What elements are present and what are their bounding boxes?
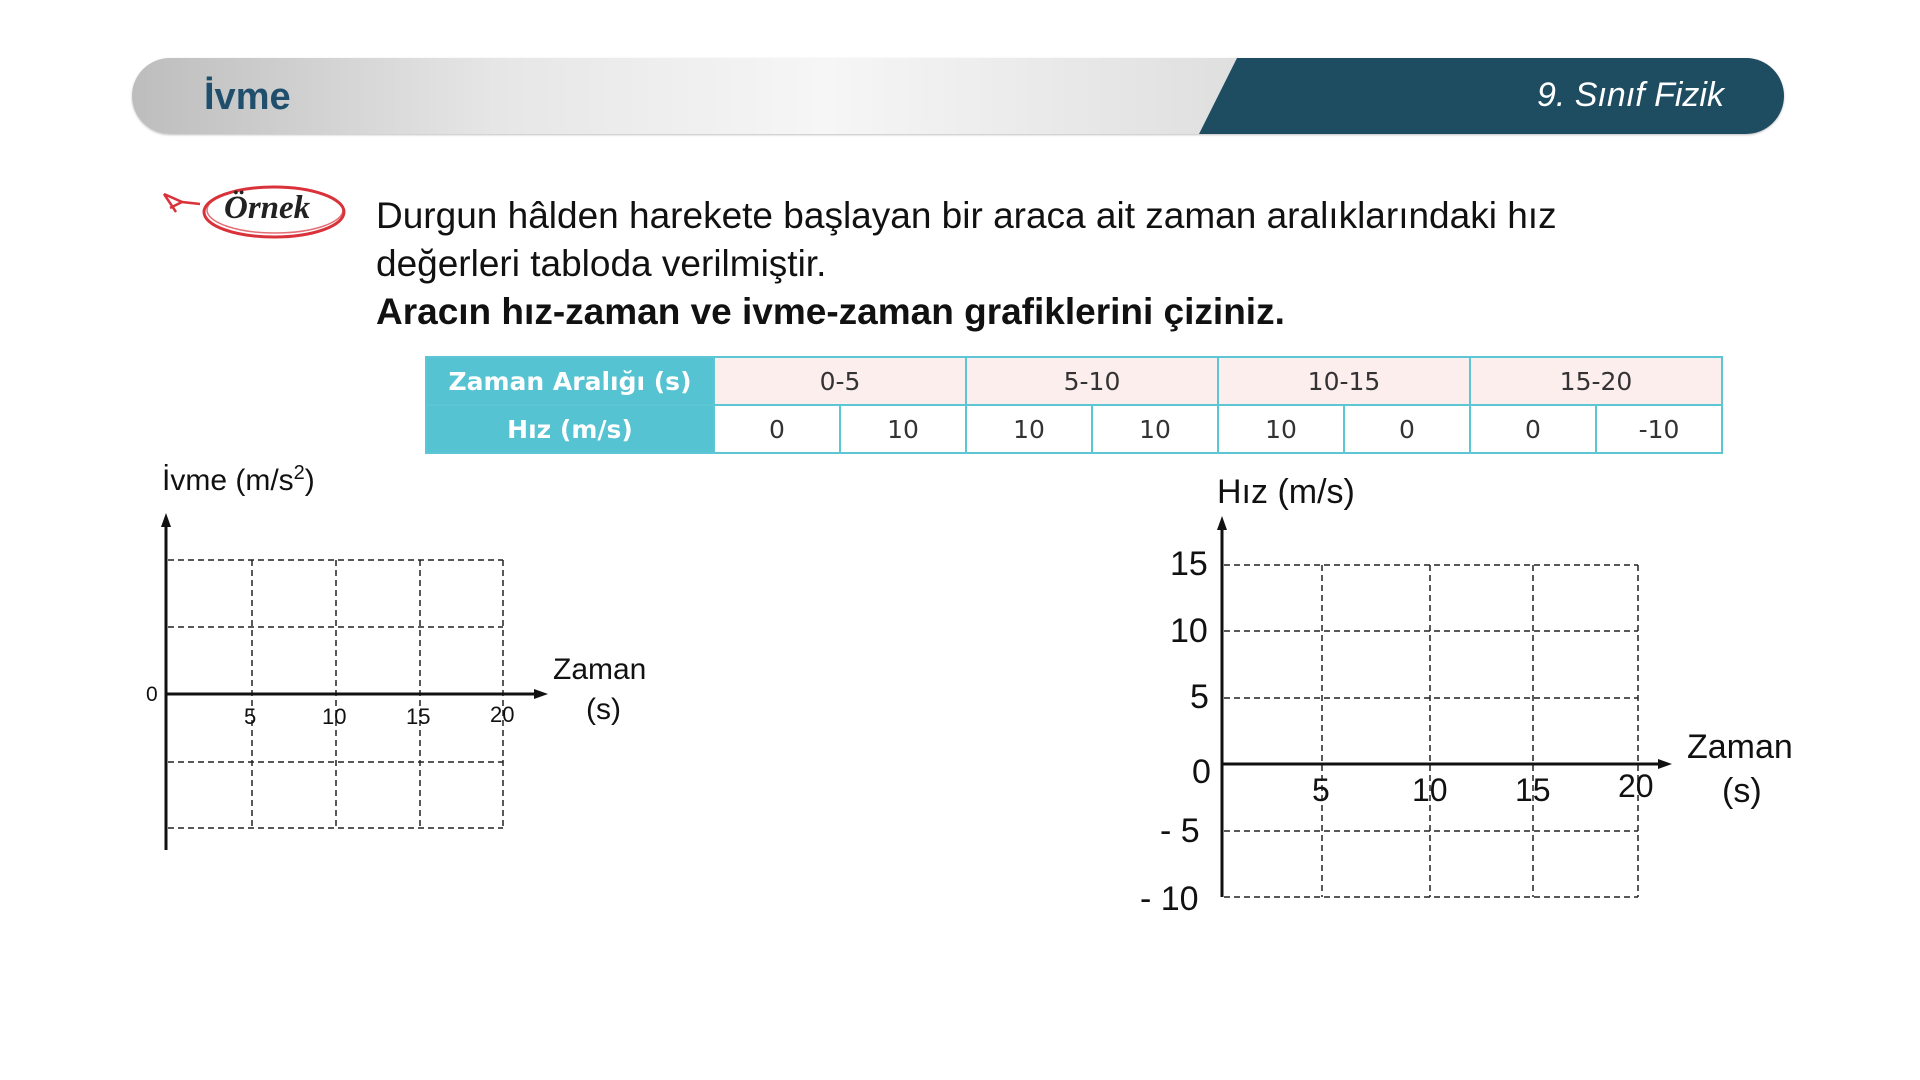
table-cell-speed: 10 [1092, 405, 1218, 453]
question-line-2: değerleri tabloda verilmiştir. [376, 243, 827, 284]
table-cell-speed: 0 [1344, 405, 1470, 453]
speed-y-tick: 0 [1192, 753, 1211, 791]
table-row-intervals [426, 357, 1722, 405]
speed-y-tick: 5 [1190, 678, 1209, 716]
speed-y-axis-label: Hız (m/s) [1217, 473, 1355, 511]
header-banner [132, 58, 1784, 134]
accel-x-axis-unit: (s) [586, 693, 621, 726]
speed-table [425, 356, 1723, 454]
accel-x-tick: 10 [322, 704, 347, 729]
accel-origin-label: 0 [146, 683, 158, 706]
speed-y-tick: - 5 [1160, 812, 1200, 850]
table-row-speeds [426, 405, 1722, 453]
table-cell-interval: 0-5 [714, 357, 966, 405]
speed-x-tick: 15 [1515, 772, 1551, 808]
table-cell-interval: 10-15 [1218, 357, 1470, 405]
speed-graph-grid [1210, 510, 1680, 910]
example-label: Örnek [224, 190, 311, 226]
accel-x-axis-label: Zaman [553, 653, 647, 686]
question-line-1: Durgun hâlden harekete başlayan bir araca ait zaman aralıklarındaki hız [376, 195, 1557, 236]
speed-x-axis-unit: (s) [1722, 772, 1762, 810]
accel-x-tick: 15 [406, 704, 431, 729]
table-cell-speed: 0 [714, 405, 840, 453]
accel-y-axis-label: İvme $(m/s^2)$ [162, 462, 315, 497]
speed-x-axis-label: Zaman [1687, 728, 1793, 766]
accel-x-tick: 5 [244, 704, 257, 729]
table-cell-speed: 10 [966, 405, 1092, 453]
speed-y-tick: 15 [1170, 545, 1208, 583]
table-header-time: Zaman Aralığı (s) [426, 357, 714, 405]
table-cell-interval: 15-20 [1470, 357, 1722, 405]
table-cell-speed: 10 [1218, 405, 1344, 453]
speed-y-tick: 10 [1170, 612, 1208, 650]
table-cell-interval: 5-10 [966, 357, 1218, 405]
speed-x-tick: 5 [1312, 772, 1330, 808]
accel-x-tick: 20 [490, 702, 515, 727]
speed-x-tick: 10 [1412, 772, 1448, 808]
course-label: 9. Sınıf Fizik [1536, 76, 1724, 114]
accel-graph-grid [140, 505, 560, 855]
example-badge [160, 180, 350, 242]
page-title: İvme [204, 76, 291, 118]
table-cell-speed: -10 [1596, 405, 1722, 453]
question-line-3: Aracın hız-zaman ve ivme-zaman grafiklerini çiziniz. [376, 291, 1285, 332]
speed-x-tick: 20 [1618, 768, 1654, 804]
table-header-speed: Hız (m/s) [426, 405, 714, 453]
table-cell-speed: 0 [1470, 405, 1596, 453]
table-cell-speed: 10 [840, 405, 966, 453]
speed-y-tick: - 10 [1140, 880, 1199, 918]
